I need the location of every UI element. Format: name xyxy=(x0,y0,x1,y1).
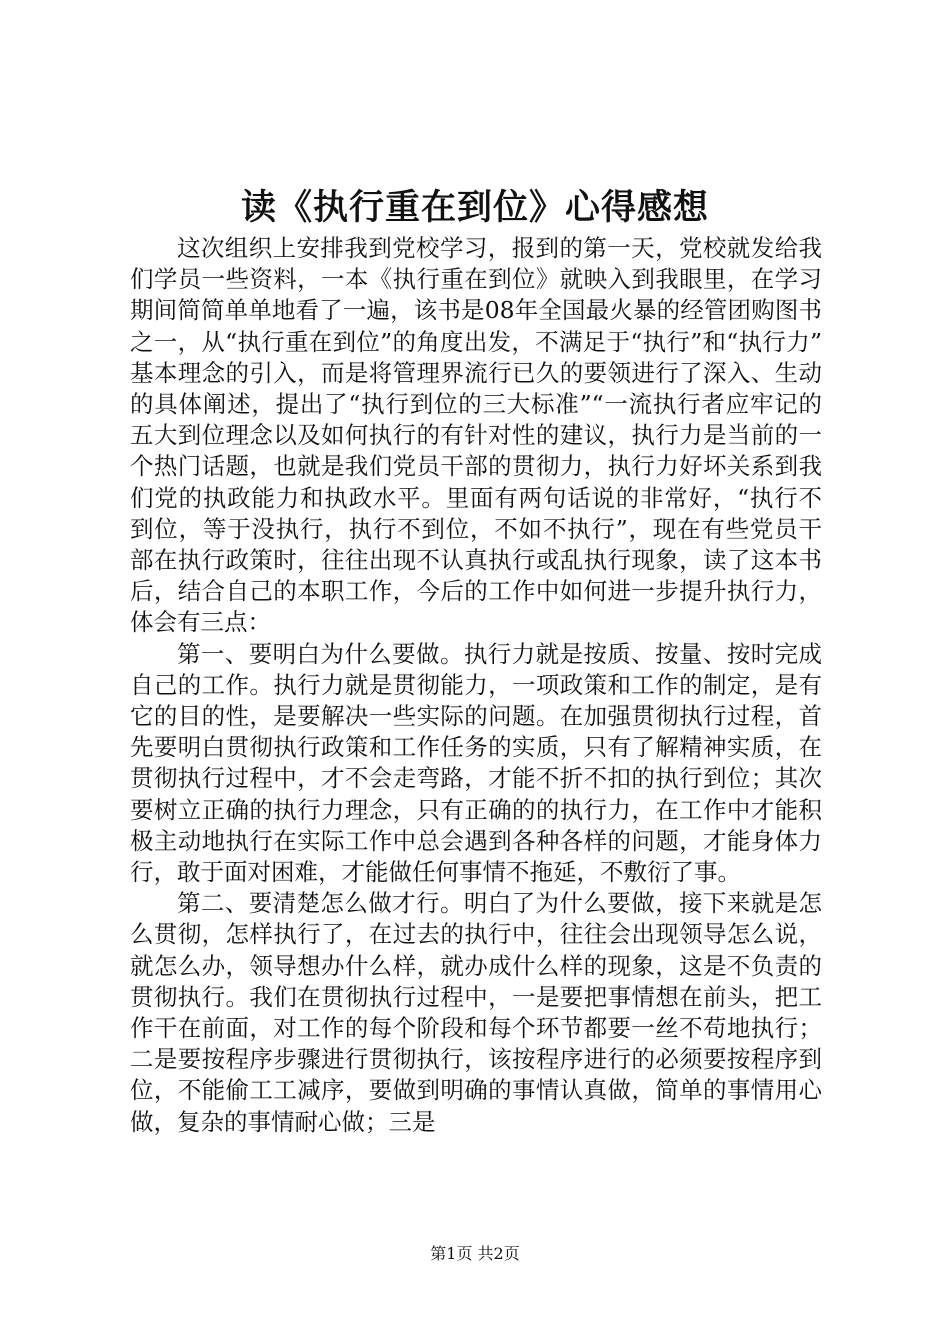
document-title: 读《执行重在到位》心得感想 xyxy=(240,187,709,228)
paragraph-intro: 这次组织上安排我到党校学习，报到的第一天，党校就发给我们学员一些资料，一本《执行重在到位》就映入到我眼里，在学习期间简简单单地看了一遍，该书是08年全国最火暴的经管团购图书之一，从“执行重在到位”的角度出发，不满足于“执行”和“执行力”基本理念的引入，而是将管理界流行已久的要领进行了深入、生动的具体阐述，提出了“执行到位的三大标准”“一流执行者应牢记的五大到位理念以及如何执行的有针对性的建议，执行力是当前的一个热门话题，也就是我们党员干部的贯彻力，执行力好坏关系到我们党的执政能力和执政水平。里面有两句话说的非常好，“执行不到位，等于没执行，执行不到位，不如不执行”，现在有些党员干部在执行政策时，往往出现不认真执行或乱执行现象，读了这本书后，结合自己的本职工作，今后的工作中如何进一步提升执行力，体会有三点： xyxy=(130,234,822,637)
document-body xyxy=(130,233,822,1138)
paragraph-point-one: 第一、要明白为什么要做。执行力就是按质、按量、按时完成自己的工作。执行力就是贯彻能力，一项政策和工作的制定，是有它的目的性，是要解决一些实际的问题。在加强贯彻执行过程，首先要明白贯彻执行政策和工作任务的实质，只有了解精神实质，在贯彻执行过程中，才不会走弯路，才能不折不扣的执行到位；其次要树立正确的执行力理念，只有正确的的执行力，在工作中才能积极主动地执行在实际工作中总会遇到各种各样的问题，才能身体力行，敢于面对困难，才能做任何事情不拖延，不敷衍了事。 xyxy=(130,639,822,887)
page-footer: 第1页 共2页 xyxy=(430,1244,520,1263)
paragraph-point-two: 第二、要清楚怎么做才行。明白了为什么要做，接下来就是怎么贯彻，怎样执行了，在过去的执行中，往往会出现领导怎么说，就怎么办，领导想办什么样，就办成什么样的现象，这是不负责的贯彻执行。我们在贯彻执行过程中，一是要把事情想在前头，把工作干在前面，对工作的每个阶段和每个环节都要一丝不苟地执行；二是要按程序步骤进行贯彻执行，该按程序进行的必须要按程序到位，不能偷工工减序，要做到明确的事情认真做，简单的事情用心做，复杂的事情耐心做；三是 xyxy=(130,889,822,1136)
